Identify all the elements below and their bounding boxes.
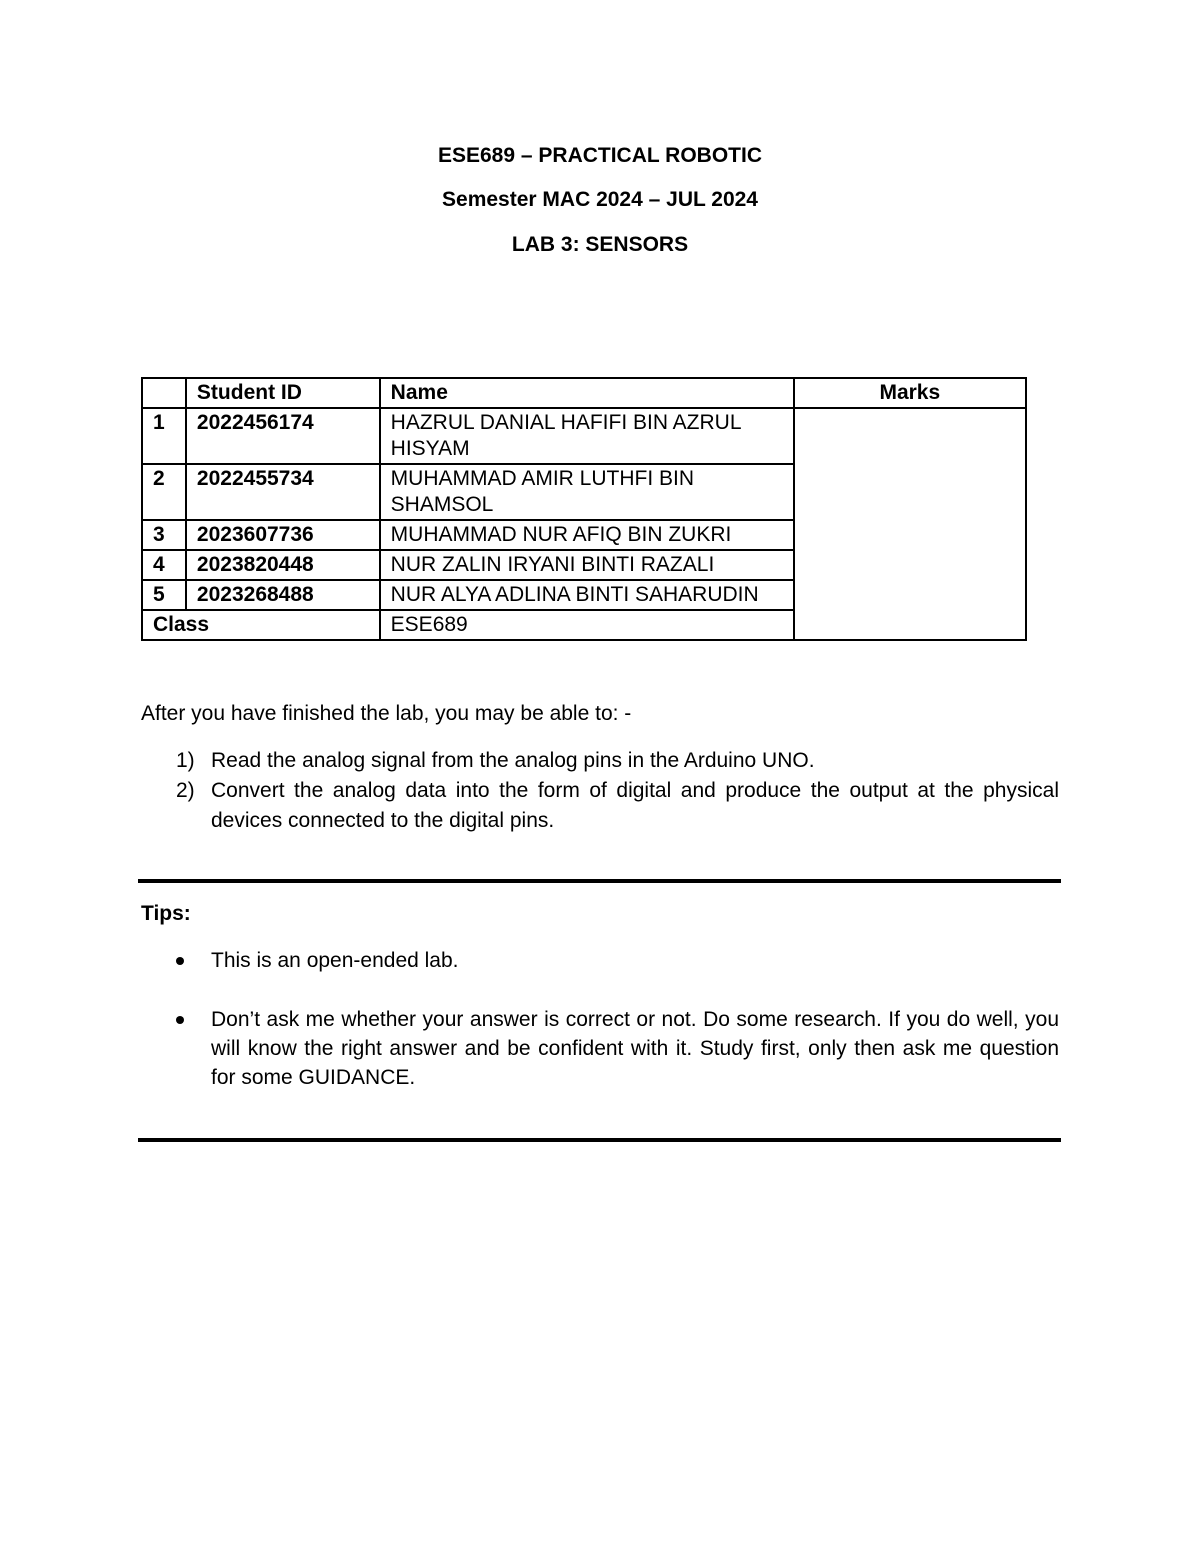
- student-name: NUR ALYA ADLINA BINTI SAHARUDIN: [380, 580, 794, 610]
- intro-text: After you have finished the lab, you may be able to: -: [141, 702, 632, 725]
- row-number: 5: [142, 580, 186, 610]
- header-cell-marks: Marks: [794, 378, 1026, 408]
- marks-cell: [794, 408, 1026, 640]
- bullet-icon: [176, 957, 184, 965]
- row-number: 1: [142, 408, 186, 464]
- student-name: MUHAMMAD AMIR LUTHFI BIN SHAMSOL: [380, 464, 794, 520]
- header-cell-name: Name: [380, 378, 794, 408]
- list-item: [141, 776, 1059, 836]
- table-header-row: [142, 378, 1026, 408]
- list-item-text: This is an open-ended lab.: [211, 949, 459, 972]
- row-number: 4: [142, 550, 186, 580]
- bullet-icon: [176, 1016, 184, 1024]
- student-name: HAZRUL DANIAL HAFIFI BIN AZRUL HISYAM: [380, 408, 794, 464]
- student-table: [141, 377, 1027, 641]
- divider-top: [138, 879, 1061, 883]
- student-name: MUHAMMAD NUR AFIQ BIN ZUKRI: [380, 520, 794, 550]
- class-value: ESE689: [380, 610, 794, 640]
- list-item-number: 1): [176, 749, 195, 772]
- list-item: [141, 946, 1059, 975]
- student-id: 2022455734: [186, 464, 380, 520]
- list-item-text: Convert the analog data into the form of digital and produce the output at the physical devices connected to the digital pins.: [211, 779, 1059, 832]
- table-row: [142, 408, 1026, 464]
- tips-title: Tips:: [141, 902, 191, 925]
- list-item: [141, 746, 1059, 776]
- tips-list: [141, 946, 1059, 1122]
- student-id: 2022456174: [186, 408, 380, 464]
- student-id: 2023820448: [186, 550, 380, 580]
- row-number: 3: [142, 520, 186, 550]
- list-item-number: 2): [176, 779, 195, 802]
- list-item-text: Don’t ask me whether your answer is correct or not. Do some research. If you do well, you will know the right answer and be confident with it. Study first, only then ask me question for some GUIDANCE.: [211, 1008, 1059, 1089]
- learning-outcomes-list: [141, 746, 1059, 836]
- row-number: 2: [142, 464, 186, 520]
- lab-title: LAB 3: SENSORS: [511, 233, 689, 256]
- student-name: NUR ZALIN IRYANI BINTI RAZALI: [380, 550, 794, 580]
- list-item: [141, 1005, 1059, 1092]
- student-id: 2023607736: [186, 520, 380, 550]
- semester-title: Semester MAC 2024 – JUL 2024: [442, 188, 758, 211]
- header-cell-student-id: Student ID: [186, 378, 380, 408]
- divider-bottom: [138, 1138, 1061, 1142]
- course-title: ESE689 – PRACTICAL ROBOTIC: [437, 144, 762, 167]
- list-item-text: Read the analog signal from the analog pins in the Arduino UNO.: [211, 749, 815, 772]
- student-id: 2023268488: [186, 580, 380, 610]
- class-label: Class: [142, 610, 380, 640]
- header-cell-index: [142, 378, 186, 408]
